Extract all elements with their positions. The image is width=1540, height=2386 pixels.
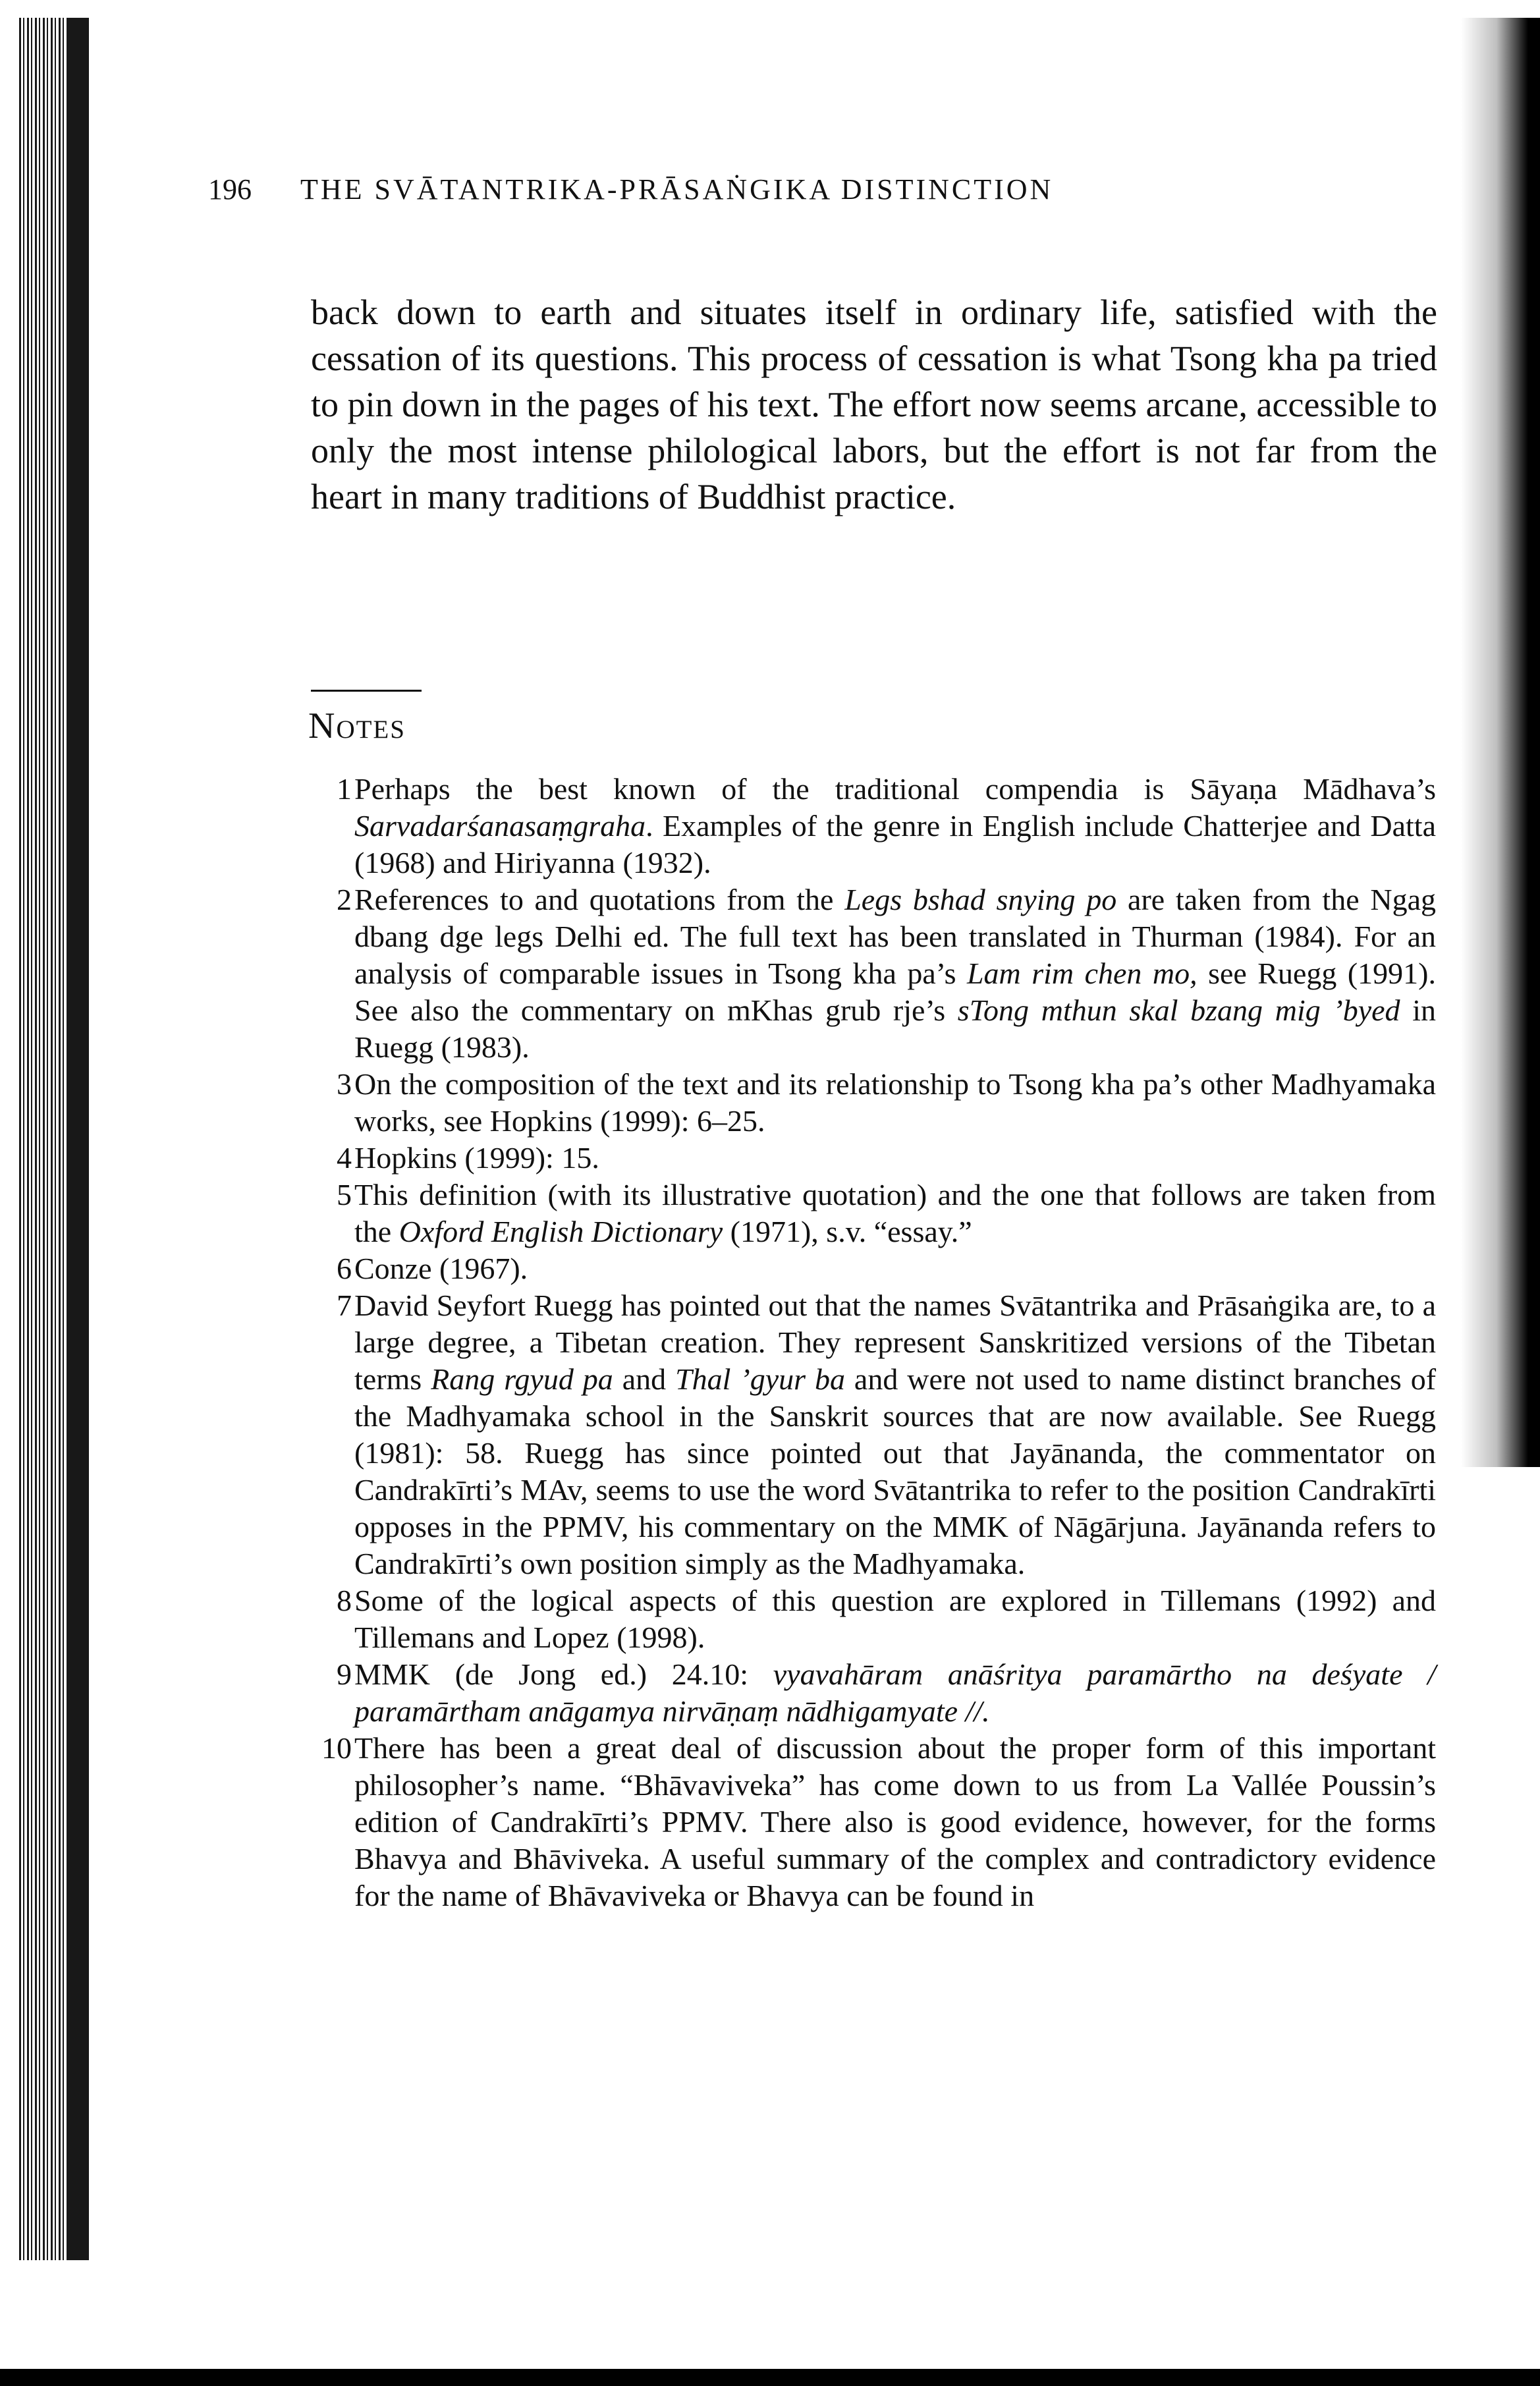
page-number: 196 [208,173,252,206]
scan-border [0,2369,1540,2386]
notes-list [321,771,1437,1914]
body-paragraph: back down to earth and situates itself in ordinary life, satisfied with the cessation of its questions. This process of cessation is what Tsong kha pa tried to pin down in the pages of his text. The effort now seems arcane, accessible to only the most intense philological labors, but the effort is not far from the heart in many traditions of Buddhist practice. [311,292,1437,516]
note-6: 6 Conze (1967). [337,1252,528,1285]
notes-heading: Notes [308,706,406,746]
running-head: THE SVĀTANTRIKA-PRĀSAṄGIKA DISTINCTION [300,173,1054,206]
note-7: 7 David Seyfort Ruegg has pointed out that the names Svātantrika and Prāsaṅgika are, to a large degree, a Tibetan creation. They represent Sanskritized versions of the Tibetan terms Rang rgyud pa and Thal ’gyur ba and were not used to name distinct branches of the Madhyamaka school in the Sanskrit sources that are now available. See Ruegg (1981): 58. Ruegg has since pointed out that Jayānanda, the commentator on Candrakīrti’s MAv, seems to use the word Svātantrika to refer to the position Candrakīrti opposes in the PPMV, his commentary on the MMK of Nāgārjuna. Jayānanda refers to Candrakīrti’s own position simply as the Madhyamaka. [337,1289,1437,1580]
section-divider [311,690,422,692]
page-edge-shadow [1461,18,1540,1467]
note-2: 2 References to and quotations from the Legs bshad snying po are taken from the Ngag dbang dge legs Delhi ed. The full text has been translated in Thurman (1984). For an analysis of comparable issues in Tsong kha pa’s Lam rim chen mo, see Ruegg (1991). See also the commentary on mKhas grub rje’s sTong mthun skal bzang mig ’byed in Ruegg (1983). [337,883,1436,1064]
book-binding-shadow [19,18,90,2260]
note-5: 5 This definition (with its illustrative quotation) and the one that follows are taken from the Oxford English Dictionary (1971), s.v. “essay.” [337,1178,1436,1248]
note-3: 3 On the composition of the text and its relationship to Tsong kha pa’s other Madhyamaka works, see Hopkins (1999): 6–25. [337,1067,1436,1138]
note-8: 8 Some of the logical aspects of this question are explored in Tillemans (1992) and Tillemans and Lopez (1998). [337,1584,1436,1654]
note-10: 10 There has been a great deal of discussion about the proper form of this important philosopher’s name. “Bhāvaviveka” has come down to us from La Vallée Poussin’s edition of Candrakīrti’s PPMV. There also is good evidence, however, for the forms Bhavya and Bhāviveka. A useful summary of the complex and contradictory evidence for the name of Bhāvaviveka or Bhavya can be found in [321,1731,1436,1912]
note-4: 4 Hopkins (1999): 15. [337,1141,599,1175]
note-9: 9 MMK (de Jong ed.) 24.10: vyavahāram anāśritya paramārtho na deśyate / paramārtham anāgamya nirvāṇaṃ nādhigamyate //. [337,1657,1436,1728]
note-1: 1 Perhaps the best known of the traditional compendia is Sāyaṇa Mādhava’s Sarvadarśanasaṃgraha. Examples of the genre in English include Chatterjee and Datta (1968) and Hiriyanna (1932). [337,772,1436,879]
